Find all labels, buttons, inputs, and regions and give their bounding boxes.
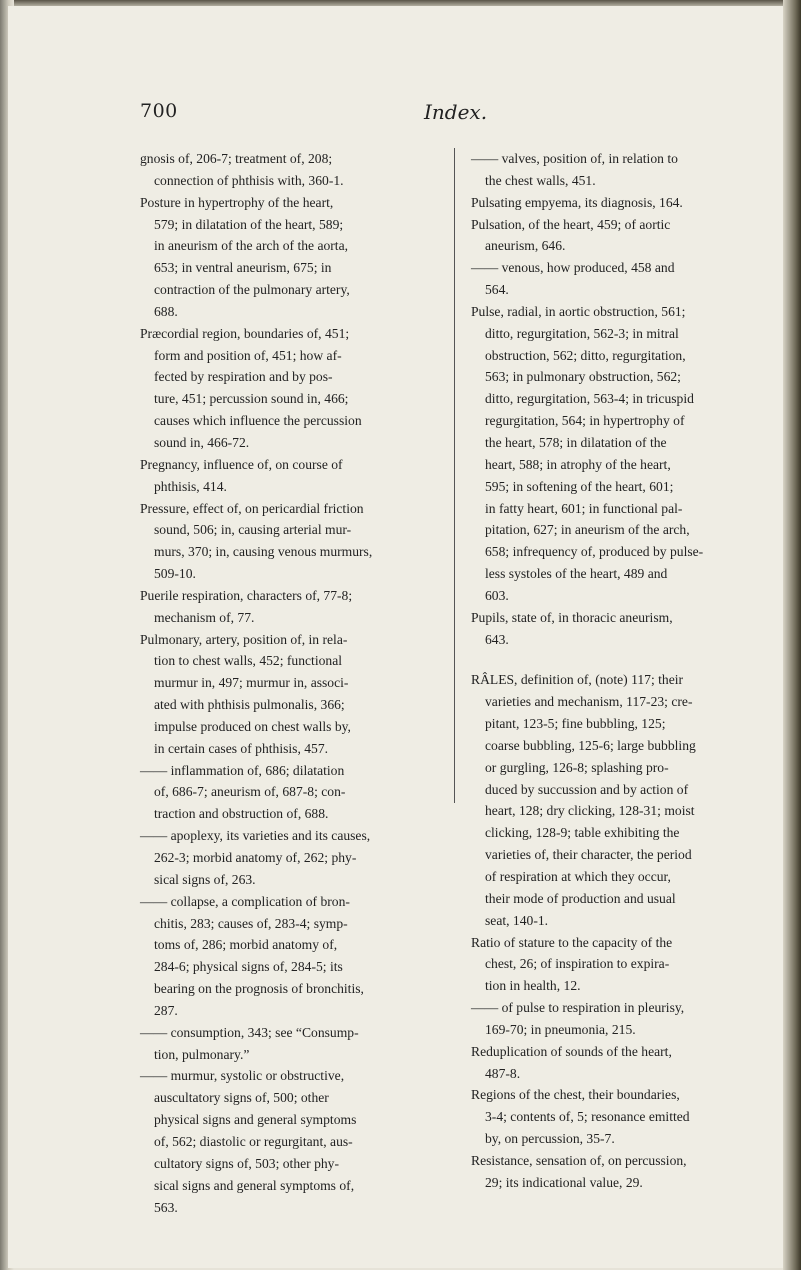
- index-line: or gurgling, 126-8; splashing pro-: [485, 759, 669, 775]
- index-line: varieties and mechanism, 117-23; cre-: [485, 694, 693, 710]
- index-column-right: [471, 148, 769, 1194]
- index-line: Pupils, state of, in thoracic aneurism,: [471, 609, 673, 625]
- index-line: less systoles of the heart, 489 and: [485, 566, 668, 582]
- index-group-p: [471, 148, 769, 650]
- index-line: 29; its indicational value, 29.: [485, 1174, 643, 1190]
- index-column-left: [140, 148, 438, 1218]
- index-line: Pressure, effect of, on pericardial friction: [140, 500, 364, 516]
- index-line: traction and obstruction of, 688.: [154, 806, 329, 822]
- index-line: of respiration at which they occur,: [485, 869, 671, 884]
- page-right-edge: [783, 0, 801, 1270]
- index-line: heart, 588; in atrophy of the heart,: [485, 456, 671, 472]
- index-line: gnosis of, 206-7; treatment of, 208;: [140, 151, 333, 166]
- index-line: Pulsation, of the heart, 459; of aortic: [471, 216, 671, 232]
- index-line: connection of phthisis with, 360-1.: [154, 172, 344, 188]
- index-line: murmur in, 497; murmur in, associ-: [154, 675, 349, 691]
- index-line: sical signs and general symptoms of,: [154, 1177, 355, 1193]
- index-line: murs, 370; in, causing venous murmurs,: [154, 544, 373, 560]
- index-line: mechanism of, 77.: [154, 609, 255, 625]
- index-line: cultatory signs of, 503; other phy-: [154, 1155, 339, 1171]
- index-line: sical signs of, 263.: [154, 871, 256, 887]
- index-line: Præcordial region, boundaries of, 451;: [140, 325, 350, 341]
- index-line: Reduplication of sounds of the heart,: [471, 1043, 672, 1059]
- running-head: Index.: [424, 100, 488, 124]
- index-line: —— collapse, a complication of bron-: [140, 893, 350, 909]
- index-line: seat, 140-1.: [485, 912, 549, 928]
- index-line: physical signs and general symptoms: [154, 1112, 357, 1128]
- index-line: impulse produced on chest walls by,: [154, 718, 351, 734]
- index-line: the chest walls, 451.: [485, 172, 596, 188]
- index-line: —— apoplexy, its varieties and its causes,: [140, 828, 371, 844]
- index-line: 658; infrequency of, produced by pulse-: [485, 544, 704, 560]
- index-line: 563.: [154, 1199, 178, 1215]
- index-line: 653; in ventral aneurism, 675; in: [154, 260, 332, 276]
- index-line: Pulse, radial, in aortic obstruction, 561;: [471, 303, 686, 319]
- index-line: Posture in hypertrophy of the heart,: [140, 194, 334, 210]
- page-number: 700: [140, 100, 178, 122]
- index-line: 563; in pulmonary obstruction, 562;: [485, 369, 681, 385]
- index-line: ditto, regurgitation, 563-4; in tricuspid: [485, 391, 694, 407]
- page-header: [140, 100, 680, 134]
- index-line: Puerile respiration, characters of, 77-8;: [140, 587, 353, 603]
- index-line: by, on percussion, 35-7.: [485, 1131, 615, 1147]
- index-line: in certain cases of phthisis, 457.: [154, 740, 329, 756]
- index-line: 487-8.: [485, 1065, 521, 1081]
- index-line: regurgitation, 564; in hypertrophy of: [485, 413, 685, 429]
- index-line: Regions of the chest, their boundaries,: [471, 1087, 680, 1103]
- index-line: ditto, regurgitation, 562-3; in mitral: [485, 325, 679, 341]
- index-line: 643.: [485, 631, 509, 647]
- index-line: ture, 451; percussion sound in, 466;: [154, 391, 349, 407]
- section-gap: [471, 650, 769, 669]
- index-line: sound in, 466-72.: [154, 434, 250, 450]
- index-line: contraction of the pulmonary artery,: [154, 282, 350, 298]
- index-line: 509-10.: [154, 566, 196, 582]
- index-line: their mode of production and usual: [485, 890, 676, 906]
- index-line: RÂLES, definition of, (note) 117; their: [471, 672, 684, 688]
- column-divider: [454, 148, 455, 803]
- index-line: tion to chest walls, 452; functional: [154, 653, 343, 669]
- index-line: ated with phthisis pulmonalis, 366;: [154, 697, 345, 713]
- index-line: 169-70; in pneumonia, 215.: [485, 1021, 636, 1037]
- index-line: 262-3; morbid anatomy of, 262; phy-: [154, 850, 357, 865]
- index-line: 564.: [485, 282, 509, 298]
- index-line: coarse bubbling, 125-6; large bubbling: [485, 737, 696, 753]
- index-group-r: [471, 669, 769, 1193]
- index-line: tion in health, 12.: [485, 978, 581, 994]
- index-line: clicking, 128-9; table exhibiting the: [485, 825, 680, 841]
- index-line: duced by succussion and by action of: [485, 781, 689, 797]
- index-line: Resistance, sensation of, on percussion,: [471, 1152, 687, 1168]
- index-line: 579; in dilatation of the heart, 589;: [154, 216, 344, 232]
- index-line: Pulmonary, artery, position of, in rela-: [140, 631, 348, 647]
- index-line: —— venous, how produced, 458 and: [471, 260, 675, 276]
- index-line: Ratio of stature to the capacity of the: [471, 934, 673, 950]
- index-line: fected by respiration and by pos-: [154, 369, 333, 385]
- index-line: chitis, 283; causes of, 283-4; symp-: [154, 915, 348, 931]
- index-line: of, 686-7; aneurism of, 687-8; con-: [154, 784, 346, 800]
- index-line: heart, 128; dry clicking, 128-31; moist: [485, 803, 695, 819]
- index-line: the heart, 578; in dilatation of the: [485, 434, 667, 450]
- index-line: —— of pulse to respiration in pleurisy,: [471, 1000, 685, 1016]
- index-line: toms of, 286; morbid anatomy of,: [154, 937, 338, 953]
- index-line: Pulsating empyema, its diagnosis, 164.: [471, 194, 683, 210]
- index-line: aneurism, 646.: [485, 238, 566, 254]
- index-line: of, 562; diastolic or regurgitant, aus-: [154, 1133, 353, 1149]
- index-line: sound, 506; in, causing arterial mur-: [154, 522, 352, 538]
- index-line: causes which influence the percussion: [154, 413, 362, 429]
- index-line: auscultatory signs of, 500; other: [154, 1090, 329, 1106]
- index-line: —— inflammation of, 686; dilatation: [140, 762, 345, 778]
- index-line: 3-4; contents of, 5; resonance emitted: [485, 1109, 690, 1125]
- index-line: 595; in softening of the heart, 601;: [485, 478, 674, 494]
- index-line: —— valves, position of, in relation to: [471, 151, 678, 166]
- index-line: 284-6; physical signs of, 284-5; its: [154, 959, 343, 975]
- index-line: form and position of, 451; how af-: [154, 347, 342, 363]
- index-line: tion, pulmonary.”: [154, 1046, 250, 1062]
- index-line: varieties of, their character, the period: [485, 847, 692, 863]
- index-line: in fatty heart, 601; in functional pal-: [485, 500, 683, 516]
- index-line: 287.: [154, 1002, 178, 1018]
- index-line: phthisis, 414.: [154, 478, 227, 494]
- index-line: 688.: [154, 303, 178, 319]
- index-line: obstruction, 562; ditto, regurgitation,: [485, 347, 686, 363]
- index-line: pitation, 627; in aneurism of the arch,: [485, 522, 690, 538]
- index-line: —— consumption, 343; see “Consump-: [140, 1024, 359, 1040]
- index-line: 603.: [485, 587, 509, 603]
- index-line: Pregnancy, influence of, on course of: [140, 456, 343, 472]
- index-line: chest, 26; of inspiration to expira-: [485, 956, 670, 972]
- index-line: in aneurism of the arch of the aorta,: [154, 238, 349, 254]
- index-line: pitant, 123-5; fine bubbling, 125;: [485, 716, 666, 732]
- index-line: bearing on the prognosis of bronchitis,: [154, 981, 364, 997]
- index-line: —— murmur, systolic or obstructive,: [140, 1068, 345, 1084]
